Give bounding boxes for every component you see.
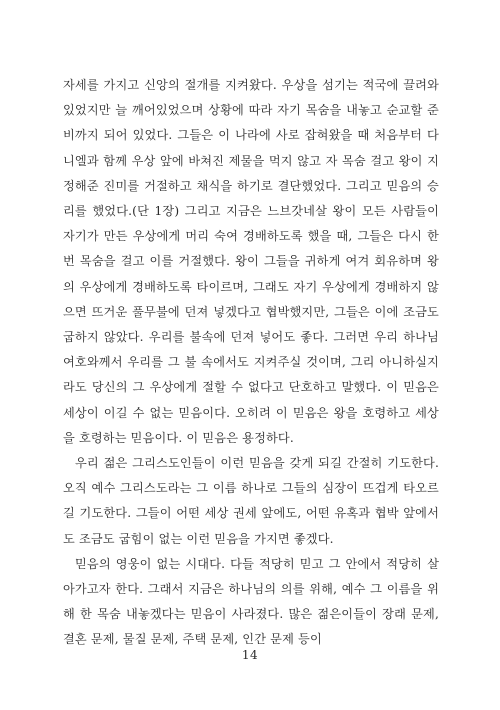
page-number: 14 — [241, 648, 259, 662]
paragraph: 우리 젊은 그리스도인들이 이런 믿음을 갖게 되길 간절히 기도한다. 오직 예수 그리스도라는 그 이름 하나로 그들의 심장이 뜨겁게 타오르길 기도한다. 그들이 어떤 세상 권세 앞에도, 어떤 유혹과 협박 앞에서도 조금도 굽힘이 없는 이런 믿음을 가지면 좋겠다. — [63, 456, 439, 546]
paragraph: 믿음의 영웅이 없는 시대다. 다들 적당히 믿고 그 안에서 적당히 살아가고자 한다. 그래서 지금은 하나님의 의를 위해, 예수 그 이름을 위해 한 목숨 내놓겠다는 믿음이 사라졌다. 많은 젊은이들이 장래 문제, 결혼 문제, 물질 문제, 주택 문제, 인간 문제 등이 — [63, 556, 439, 647]
paragraph: 자세를 가지고 신앙의 절개를 지켜왔다. 우상을 섬기는 적국에 끌려와 있었지만 늘 깨어있었으며 상황에 따라 자기 목숨을 내놓고 순교할 준비까지 되어 있었다. 그들은 이 나라에 사로 잡혀왔을 때 처음부터 다니엘과 함께 우상 앞에 바쳐진 제물을 먹지 않고 자 목숨 걸고 왕이 지정해준 진미를 거절하고 채식을 하기로 결단했었다. 그리고 믿음의 승리를 했었다.(단 1장) 그리고 지금은 느브갓네살 왕이 모든 사람들이 자기가 만든 우상에게 머리 숙여 경배하도록 했을 때, 그들은 다시 한 번 목숨을 걸고 이를 거절했다. 왕이 그들을 귀하게 여겨 회유하며 왕의 우상에게 경배하도록 타이르며, 그래도 자기 우상에게 경배하지 않으면 뜨거운 풀무불에 던져 넣겠다고 협박했지만, 그들은 이에 조금도 굽하지 않았다. 우리를 불속에 던져 넣어도 좋다. 그러면 우리 하나님 여호와께서 우리를 그 불 속에서도 지켜주실 것이며, 그리 아니하실지라도 당신의 그 우상에게 절할 수 없다고 단호하고 말했다. 이 믿음은 세상이 이길 수 없는 믿음이다. 오히려 이 믿음은 왕을 호령하고 세상을 호령하는 믿음이다. 이 믿음은 용정하다. — [63, 78, 439, 445]
body-text — [63, 73, 439, 653]
